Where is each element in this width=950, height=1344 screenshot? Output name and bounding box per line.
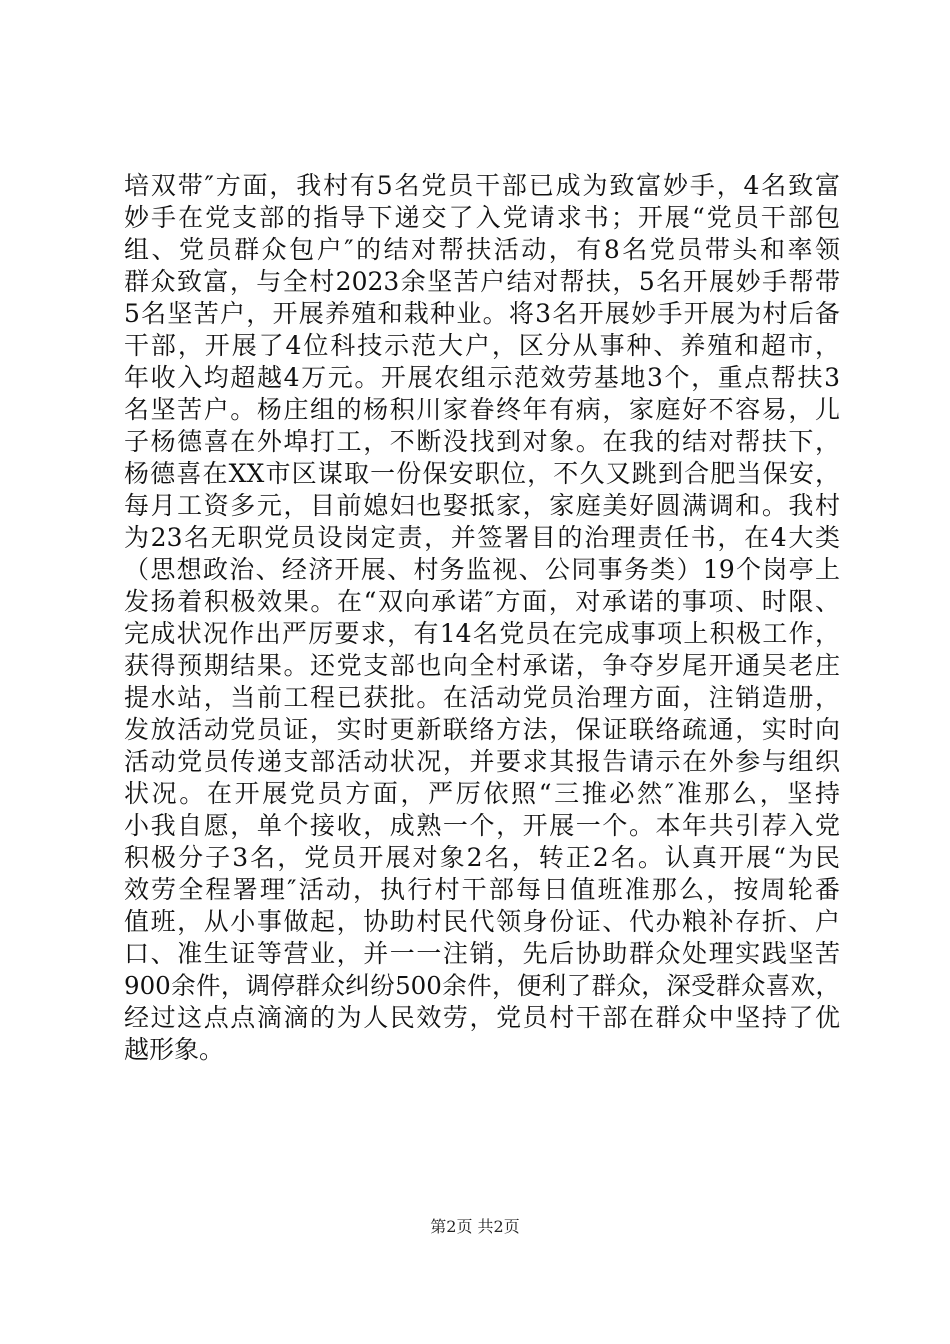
text-line-12: 为23名无职党员设岗定责，并签署目的治理责任书，在4大类 xyxy=(124,523,840,552)
text-line-1: 培双带″方面，我村有5名党员干部已成为致富妙手，4名致富 xyxy=(124,171,840,200)
text-line-4: 群众致富，与全村2023余坚苦户结对帮扶，5名开展妙手帮带 xyxy=(124,267,840,296)
page-footer: 第2页 共2页 xyxy=(430,1217,520,1236)
text-line-9: 子杨德喜在外埠打工，不断没找到对象。在我的结对帮扶下， xyxy=(124,427,840,456)
text-line-7: 年收入均超越4万元。开展农组示范效劳基地3个，重点帮扶3 xyxy=(124,363,840,392)
text-line-23: 效劳全程署理″活动，执行村干部每日值班准那么，按周轮番 xyxy=(124,875,840,904)
text-line-15: 完成状况作出严厉要求，有14名党员在完成事项上积极工作， xyxy=(124,619,840,648)
text-line-11: 每月工资多元，目前媳妇也娶抵家，家庭美好圆满调和。我村 xyxy=(124,491,840,520)
text-line-2: 妙手在党支部的指导下递交了入党请求书；开展“党员干部包 xyxy=(124,203,840,232)
text-line-24: 值班，从小事做起，协助村民代领身份证、代办粮补存折、户 xyxy=(124,907,840,936)
text-line-18: 发放活动党员证，实时更新联络方法，保证联络疏通，实时向 xyxy=(124,715,840,744)
body-paragraph xyxy=(124,170,840,1066)
text-line-8: 名坚苦户。杨庄组的杨积川家眷终年有病，家庭好不容易，儿 xyxy=(124,395,840,424)
text-line-20: 状况。在开展党员方面，严厉依照“三推必然″准那么，坚持 xyxy=(124,779,840,808)
text-line-22: 积极分子3名，党员开展对象2名，转正2名。认真开展“为民 xyxy=(124,843,840,872)
text-line-13: （思想政治、经济开展、村务监视、公同事务类）19个岗亭上 xyxy=(124,555,840,584)
text-line-19: 活动党员传递支部活动状况，并要求其报告请示在外参与组织 xyxy=(124,747,840,776)
text-line-14: 发扬着积极效果。在“双向承诺″方面，对承诺的事项、时限、 xyxy=(124,587,840,616)
text-line-6: 干部，开展了4位科技示范大户，区分从事种、养殖和超市， xyxy=(124,331,840,360)
text-line-10: 杨德喜在XX市区谋取一份保安职位，不久又跳到合肥当保安， xyxy=(124,459,840,488)
text-line-21: 小我自愿，单个接收，成熟一个，开展一个。本年共引荐入党 xyxy=(124,811,840,840)
text-line-17: 提水站，当前工程已获批。在活动党员治理方面，注销造册， xyxy=(124,683,840,712)
text-line-5: 5名坚苦户，开展养殖和栽种业。将3名开展妙手开展为村后备 xyxy=(124,299,840,328)
text-line-3: 组、党员群众包户″的结对帮扶活动，有8名党员带头和率领 xyxy=(124,235,840,264)
text-line-16: 获得预期结果。还党支部也向全村承诺，争夺岁尾开通吴老庄 xyxy=(124,651,840,680)
text-line-27: 经过这点点滴滴的为人民效劳，党员村干部在群众中坚持了优 xyxy=(124,1003,840,1032)
text-line-26: 900余件，调停群众纠纷500余件，便利了群众，深受群众喜欢， xyxy=(124,971,840,1000)
text-line-28: 越形象。 xyxy=(124,1035,225,1064)
text-line-25: 口、准生证等营业，并一一注销，先后协助群众处理实践坚苦 xyxy=(124,939,840,968)
